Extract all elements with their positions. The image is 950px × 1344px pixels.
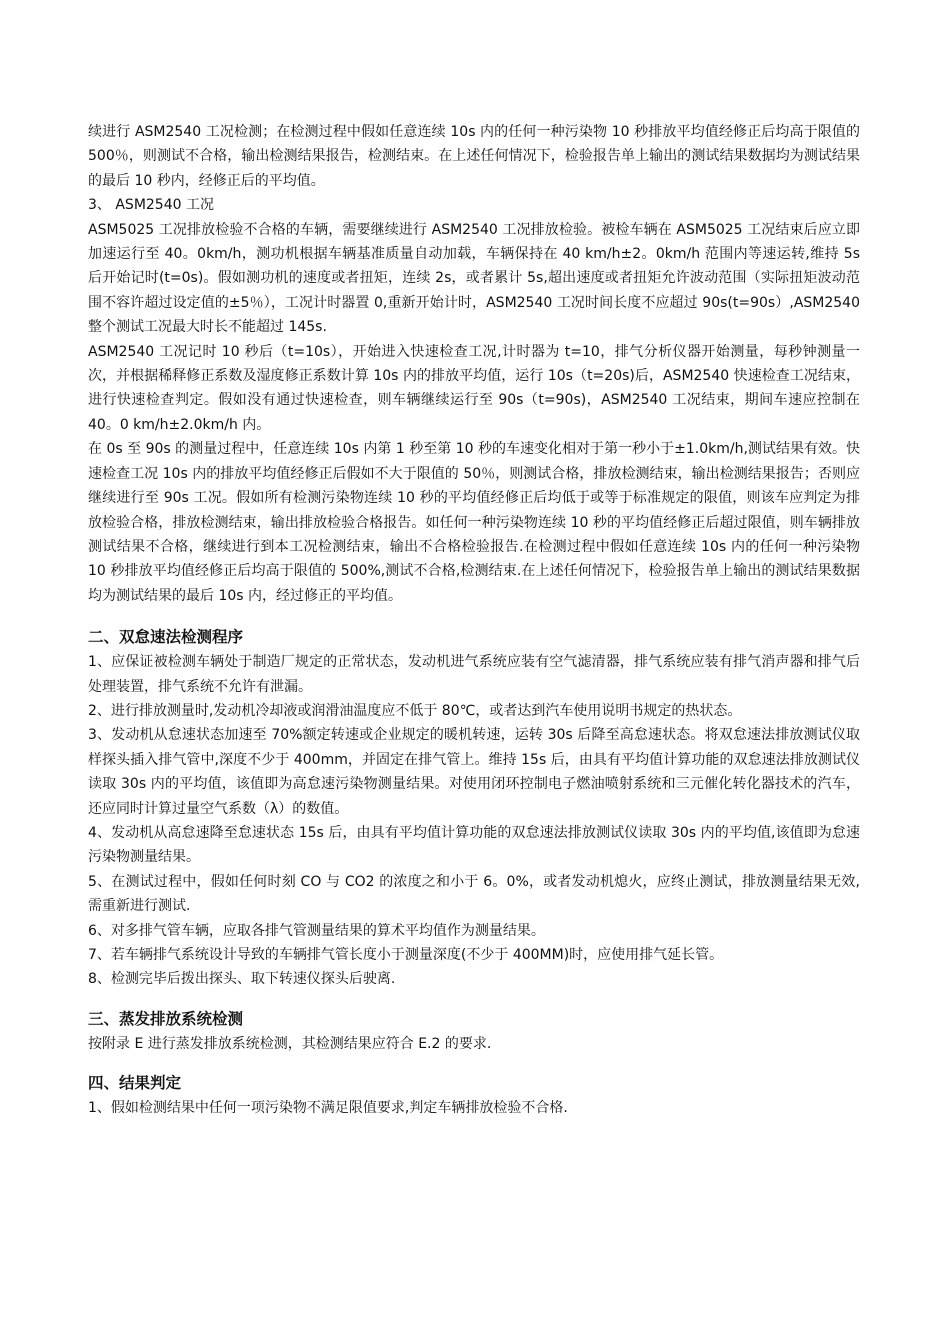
list-item: 6、对多排气管车辆，应取各排气管测量结果的算术平均值作为测量结果。 (88, 922, 545, 939)
list-item: 2、进行排放测量时,发动机冷却液或润滑油温度应不低于 80℃，或者达到汽车使用说明书规定的热状态。 (88, 702, 742, 719)
list-item: 7、若车辆排气系统设计导致的车辆排气管长度小于测量深度(不少于 400MM)时，应使用排气延长管。 (88, 947, 724, 963)
paragraph-asm5025-end: 续进行 ASM2540 工况检测；在检测过程中假如任意连续 10s 内的任何一种污染物 10 秒排放平均值经修正后均高于限值的 500％，则测试不合格，输出检测结果报告，检测结束。在上述任何情况下，检验报告单上输出的测试结果数据均为测试结果的最后 10 秒内，经修正后的平均值。 (88, 124, 860, 189)
list-item: 8、检测完毕后拨出探头、取下转速仪探头后驶离. (88, 971, 396, 988)
paragraph-asm2540-measurement: 在 0s 至 90s 的测量过程中，任意连续 10s 内第 1 秒至第 10 秒的车速变化相对于第一秒小于±1.0km/h,测试结果有效。快速检查工况 10s 内的排放平均值经修正后假如不大于限值的 50％，则测试合格，排放检测结束，输出检测结果报告；否则应继续进行至 90s 工况。假如所有检测污染物连续 10 秒的平均值经修正后均低于或等于标准规定的限值，则该车应判定为排放检验合格，排放检测结束，输出排放检验合格报告。如任何一种污染物连续 10 秒的平均值经修正后超过限值，则车辆排放测试结果不合格，继续进行到本工况检测结束，输出不合格检验报告.在检测过程中假如任意连续 10s 内的任何一种污染物 10 秒排放平均值经修正后均高于限值的 500%,测试不合格,检测结束.在上述任何情况下，检验报告单上输出的测试结果数据均为测试结果的最后 10s 内，经过修正的平均值。 (88, 441, 860, 604)
list-item: 3、发动机从怠速状态加速至 70%额定转速或企业规定的暖机转速，运转 30s 后降至高怠速状态。将双怠速法排放测试仪取样探头插入排气管中,深度不少于 400mm，并固定在排气管上。维持 15s 后，由具有平均值计算功能的双怠速法排放测试仪读取 30s 内的平均值，该值即为高怠速污染物测量结果。对使用闭环控制电子燃油喷射系统和三元催化转化器技术的汽车，还应同时计算过量空气系数（λ）的数值。 (88, 727, 860, 817)
section-heading-evaporative: 三、蒸发排放系统检测 (88, 1009, 244, 1028)
list-item: 5、在测试过程中，假如任何时刻 CO 与 CO2 的浓度之和小于 6。0%，或者发动机熄火，应终止测试，排放测量结果无效,需重新进行测试. (88, 873, 860, 915)
section-heading-result: 四、结果判定 (88, 1074, 182, 1093)
section-text-evaporative: 按附录 E 进行蒸发排放系统检测，其检测结果应符合 E.2 的要求. (88, 1035, 492, 1052)
subheading-asm2540: 3、 ASM2540 工况 (88, 197, 214, 214)
list-item: 1、应保证被检测车辆处于制造厂规定的正常状态，发动机进气系统应装有空气滤清器，排气系统应装有排气消声器和排气后处理装置，排气系统不允许有泄漏。 (88, 654, 860, 695)
document-page (88, 120, 860, 1121)
paragraph-asm2540-quick-check: ASM2540 工况记时 10 秒后（t=10s），开始进入快速检查工况,计时器为 t=10，排气分析仪器开始测量，每秒钟测量一次，并根据稀释修正系数及湿度修正系数计算 10s 内的排放平均值，运行 10s（t=20s)后，ASM2540 快速检查工况结束，进行快速检查判定。假如没有通过快速检查，则车辆继续运行至 90s（t=90s)，ASM2540 工况结束，期间车速应控制在 40。0 km/h±2.0km/h 内。 (88, 343, 860, 433)
list-item: 4、发动机从高怠速降至怠速状态 15s 后，由具有平均值计算功能的双怠速法排放测试仪读取 30s 内的平均值,该值即为怠速污染物测量结果。 (88, 824, 860, 866)
section-text-result: 1、假如检测结果中任何一项污染物不满足限值要求,判定车辆排放检验不合格. (88, 1100, 568, 1117)
paragraph-asm2540-intro: ASM5025 工况排放检验不合格的车辆，需要继续进行 ASM2540 工况排放检验。被检车辆在 ASM5025 工况结束后应立即加速运行至 40。0km/h，测功机根据车辆基准质量自动加载，车辆保持在 40 km/h±2。0km/h 范围内等速运转,维持 5s 后开始记时(t=0s)。假如测功机的速度或者扭矩，连续 2s，或者累计 5s,超出速度或者扭矩允许波动范围（实际扭矩波动范围不容许超过设定值的±5％），工况计时器置 0,重新开始计时，ASM2540 工况时间长度不应超过 90s(t=90s）,ASM2540 整个测试工况最大时长不能超过 145s. (88, 221, 860, 336)
section-heading-two-idle: 二、双怠速法检测程序 (88, 628, 244, 647)
